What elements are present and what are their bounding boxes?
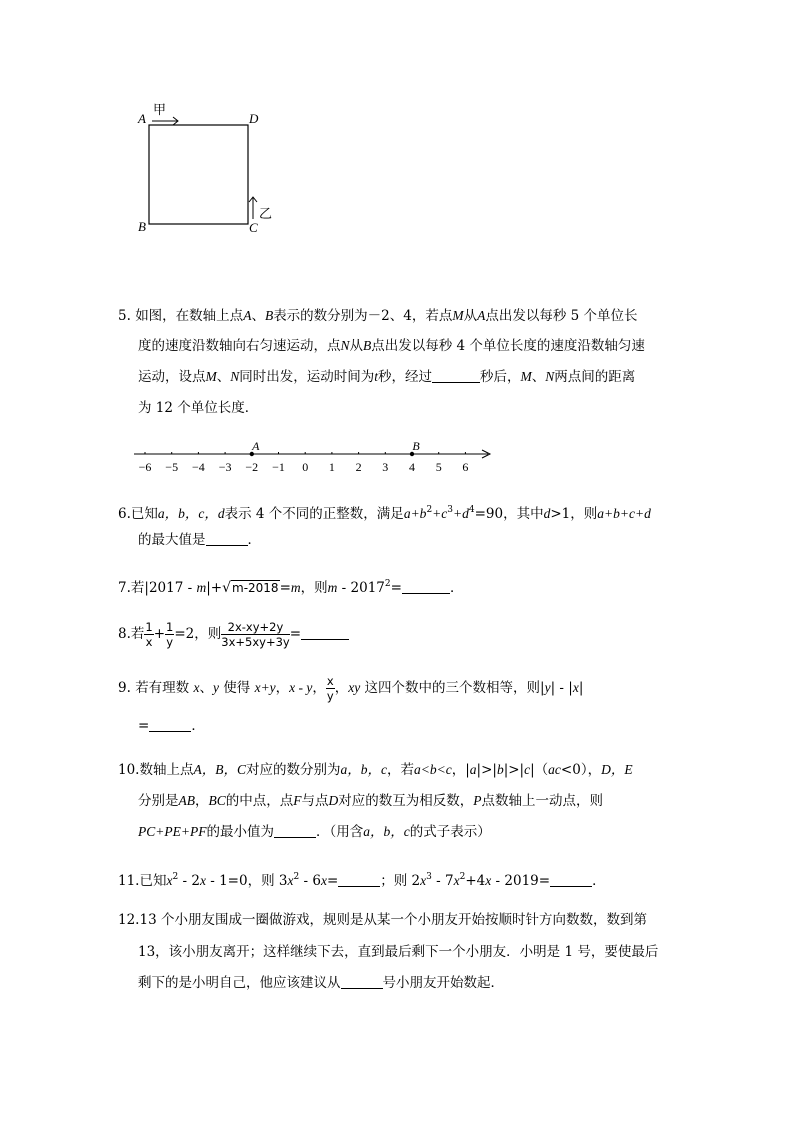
label-a: A (138, 111, 146, 126)
q10-text: 的式子表示） (409, 824, 491, 840)
q11-var: x (420, 873, 427, 888)
q10-var: a (469, 762, 477, 777)
q10-var: A，B，C (193, 762, 246, 777)
q7-text: |+ (206, 580, 223, 596)
q10-text: <0）， (560, 762, 602, 778)
q11-exponent: 2 (459, 872, 466, 882)
q9-number: 9. (118, 680, 131, 696)
number-line-tick-label: 1 (328, 460, 335, 474)
q11-text: - 7 (431, 873, 454, 889)
q11-text: ． (592, 873, 606, 889)
q9-text: 、 (199, 680, 213, 696)
q9-expr: xy (348, 680, 361, 695)
q11-text: 已知 (139, 873, 167, 889)
q12-text: 号小朋友开始数起． (382, 975, 504, 991)
q10-text: |（ (530, 762, 549, 778)
q8-number: 8. (118, 626, 131, 642)
q6-text: ． (247, 532, 261, 548)
q9-text: = (138, 718, 150, 734)
q9-line1 (118, 671, 583, 705)
q9-var: x (572, 680, 579, 695)
q10-var: c (524, 762, 531, 777)
q10-var: a，b，c (340, 762, 387, 777)
q6-expr: a+b (403, 506, 427, 521)
q11-number: 11. (118, 873, 140, 889)
q9-text: 使得 (223, 680, 251, 696)
q10-text: 分别是 (138, 793, 179, 809)
q10-expr: PC+PE+PF (138, 824, 207, 839)
q11-text: +4 (465, 873, 486, 889)
q7-var: m (327, 580, 338, 595)
q6-expr: +d (453, 506, 469, 521)
q11-text: - 1=0，则 3 (205, 873, 288, 889)
q8-frac-num: 1 (166, 620, 174, 634)
q6-var: d (543, 506, 551, 521)
square-figure (130, 95, 290, 240)
q8-text: =2，则 (174, 626, 222, 642)
q10-text: 的中点，点 (225, 793, 294, 809)
q7-var: m (196, 580, 207, 595)
q12-text: 13，该小朋友离开；这样继续下去，直到最后剩下一个小朋友．小明是 1 号，要使最后 (138, 944, 659, 960)
q9-text: ， (334, 680, 349, 696)
q6-expr: +c (432, 506, 448, 521)
q5-text: 从 (349, 338, 364, 354)
q10-line2 (138, 791, 603, 811)
q10-text: 的最小值为 (206, 824, 274, 840)
q5-text: 点出发以每秒 5 个单位长 (485, 308, 638, 324)
q6-exponent: 2 (426, 505, 433, 515)
q7-text: 若|2017 - (130, 580, 197, 596)
q6-line1 (118, 500, 651, 524)
q12-number: 12. (118, 912, 140, 928)
q6-expr: a+b+c+d (597, 506, 651, 521)
q5-text: 、 (216, 369, 231, 385)
q5-text: 从 (463, 308, 478, 324)
q10-expr: a<b<c (413, 762, 452, 777)
q11-text: - 6 (299, 873, 321, 889)
q12-line3 (138, 973, 504, 993)
q11-exponent: 2 (172, 872, 179, 882)
label-d: D (249, 111, 259, 126)
q10-text: ，若 (386, 762, 414, 778)
q9-frac-num: x (326, 674, 334, 688)
q10-text: ， (195, 793, 209, 809)
q9-frac-den: y (326, 689, 334, 703)
q10-text: 数轴上点 (139, 762, 194, 778)
number-line-tick-label: 6 (462, 460, 469, 474)
q9-text: ， (275, 680, 290, 696)
q8-fraction-1 (144, 620, 153, 649)
q10-var: b (496, 762, 504, 777)
q5-var: M (205, 369, 217, 384)
number-line-tick-label: 2 (355, 460, 362, 474)
q10-var: a，b，c (363, 824, 410, 839)
number-line-tick-label: −6 (138, 460, 152, 474)
q6-number: 6. (118, 506, 131, 522)
q8-answer-blank[interactable] (301, 625, 349, 640)
q6-text: 的最大值是 (138, 532, 206, 548)
q8-line (118, 617, 349, 651)
q5-text: 表示的数分别为－2、4，若点 (273, 308, 453, 324)
q5-var: N (230, 369, 240, 384)
q8-frac-den: 3x+5xy+3y (221, 635, 290, 649)
q11-answer-blank-2[interactable] (550, 872, 592, 887)
q9-text: 若有理数 (135, 680, 190, 696)
q9-text: ， (312, 680, 326, 696)
q9-fraction (326, 674, 335, 703)
q6-line2 (138, 530, 261, 550)
q10-number: 10. (118, 762, 140, 778)
q7-text: - 2017 (337, 580, 385, 596)
q7-answer-blank[interactable] (402, 579, 450, 594)
q10-var: P (473, 793, 482, 808)
q11-text: - 2019= (491, 873, 551, 889)
q10-answer-blank[interactable] (274, 823, 316, 838)
q9-var: x (193, 680, 200, 695)
q8-fraction-3 (221, 620, 289, 649)
q6-exponent: 4 (468, 505, 475, 515)
q7-radicand: m-2018 (232, 581, 279, 595)
q7-exponent: 2 (384, 579, 391, 589)
q7-text: = (279, 580, 291, 596)
jia-label: 甲 (153, 103, 167, 118)
q12-text: 剩下的是小明自己，他应该建议从 (138, 975, 341, 991)
q7-text: ，则 (300, 580, 328, 596)
q5-text: 同时出发，运动时间为 (239, 369, 375, 385)
q5-text: 两点间的距离 (554, 369, 636, 385)
q9-answer-blank[interactable] (149, 717, 191, 732)
q10-text: ，| (451, 762, 470, 778)
q5-answer-blank[interactable] (432, 368, 480, 383)
q5-text: 度的速度沿数轴向右匀速运动，点 (138, 338, 341, 354)
q5-line1 (118, 306, 638, 326)
q10-var: D，E (601, 762, 633, 777)
q7-var: m (290, 580, 301, 595)
number-line-tick-label: −3 (218, 460, 232, 474)
q9-text: | - | (550, 680, 573, 696)
q10-var: ac (548, 762, 561, 777)
q9-text: ． (191, 718, 205, 734)
number-line (130, 436, 500, 476)
q5-text: 、 (251, 308, 265, 324)
q5-number: 5. (118, 308, 131, 324)
q6-text: 表示 4 个不同的正整数，满足 (224, 506, 404, 522)
q8-text: = (289, 626, 302, 642)
label-c: C (249, 220, 258, 235)
q10-text: |>| (476, 762, 497, 778)
q10-line1 (118, 760, 633, 780)
q10-text: 点数轴上一动点，则 (481, 793, 604, 809)
q9-text: 这四个数中的三个数相等，则| (364, 680, 545, 696)
q11-var: x (166, 873, 173, 888)
q6-var: a，b，c，d (157, 506, 225, 521)
q5-text: 、 (531, 369, 546, 385)
q9-expr: x+y (254, 680, 276, 695)
q8-text: 若 (130, 626, 145, 642)
q6-text: 已知 (130, 506, 158, 522)
q7-number: 7. (118, 580, 131, 596)
q6-exponent: 3 (447, 505, 454, 515)
q10-text: 对应的数分别为 (245, 762, 341, 778)
q5-var: M (452, 308, 464, 323)
q7-text: = (390, 580, 402, 596)
q10-var: F (293, 793, 302, 808)
q5-var: B (363, 338, 372, 353)
square (149, 125, 248, 224)
q11-var: x (485, 873, 492, 888)
q7-line (118, 574, 463, 598)
q10-text: |>| (503, 762, 525, 778)
q10-text: ．（用含 (315, 824, 364, 840)
q11-exponent: 2 (293, 872, 300, 882)
q5-line3 (138, 367, 635, 387)
q8-frac-den: x (145, 635, 153, 649)
q11-var: x (287, 873, 294, 888)
q11-var: x (453, 873, 460, 888)
q5-line4 (138, 398, 258, 418)
number-line-tick-label: 0 (302, 460, 309, 474)
number-line-point-a-label: A (252, 439, 260, 453)
q9-line2 (138, 716, 205, 736)
q11-line (118, 867, 606, 891)
q10-var: D (328, 793, 339, 808)
q11-answer-blank-1[interactable] (338, 872, 380, 887)
q6-text: =90，其中 (474, 506, 544, 522)
number-line-tick-label: −2 (245, 460, 259, 474)
q11-var: x (199, 873, 206, 888)
number-line-tick-label: 3 (382, 460, 389, 474)
number-line-tick-label: −5 (165, 460, 179, 474)
q5-var: B (264, 308, 274, 323)
number-line-tick-label: 4 (409, 460, 415, 474)
q10-text: 对应的数互为相反数， (338, 793, 474, 809)
q9-var: y (544, 680, 551, 695)
q8-fraction-2 (165, 620, 174, 649)
q12-line2 (138, 942, 658, 962)
q6-text: >1，则 (550, 506, 598, 522)
q5-text: 为 12 个单位长度． (138, 400, 259, 416)
q10-line3 (138, 822, 491, 842)
q5-var: N (340, 338, 350, 353)
q10-var: BC (208, 793, 226, 808)
q5-var: A (243, 308, 252, 323)
q5-var: N (545, 369, 555, 384)
q5-var: t (374, 369, 379, 384)
q11-text: = (326, 873, 339, 889)
q10-text: 与点 (301, 793, 329, 809)
q8-text: + (153, 626, 166, 642)
q8-frac-num: 2x-xy+2y (221, 620, 289, 635)
q10-var: AB (178, 793, 195, 808)
q5-text: 如图，在数轴上点 (135, 308, 244, 324)
q11-var: x (320, 873, 327, 888)
number-line-tick-label: 5 (435, 460, 442, 474)
q5-text: 点出发以每秒 4 个单位长度的速度沿数轴匀速 (371, 338, 645, 354)
yi-label: 乙 (259, 207, 273, 222)
q8-frac-den: y (166, 635, 174, 649)
number-line-point-b-label: B (412, 439, 420, 453)
label-b: B (138, 219, 146, 234)
q5-var: M (520, 369, 532, 384)
q7-text: ． (449, 580, 464, 596)
number-line-tick-label: −1 (272, 460, 285, 474)
q5-text: 秒，经过 (378, 369, 433, 385)
q5-text: 运动，设点 (138, 369, 206, 385)
q12-line1 (118, 910, 647, 930)
q11-text: ；则 2 (380, 873, 421, 889)
q5-var: A (477, 308, 486, 323)
q11-exponent: 3 (426, 872, 432, 882)
q6-answer-blank[interactable] (206, 531, 248, 546)
q9-expr: x - y (289, 680, 313, 695)
q11-text: - 2 (178, 873, 200, 889)
sqrt-symbol: √ (222, 580, 231, 596)
q9-var: y (212, 680, 219, 695)
q12-text: 13 个小朋友围成一圈做游戏，规则是从某一个小朋友开始按顺时针方向数数，数到第 (139, 912, 647, 928)
q8-frac-num: 1 (145, 620, 153, 634)
number-line-tick-label: −4 (192, 460, 205, 474)
q5-text: 秒后， (480, 369, 521, 385)
q5-line2 (138, 336, 645, 356)
q9-text: | (578, 680, 584, 696)
q12-answer-blank[interactable] (341, 974, 383, 989)
